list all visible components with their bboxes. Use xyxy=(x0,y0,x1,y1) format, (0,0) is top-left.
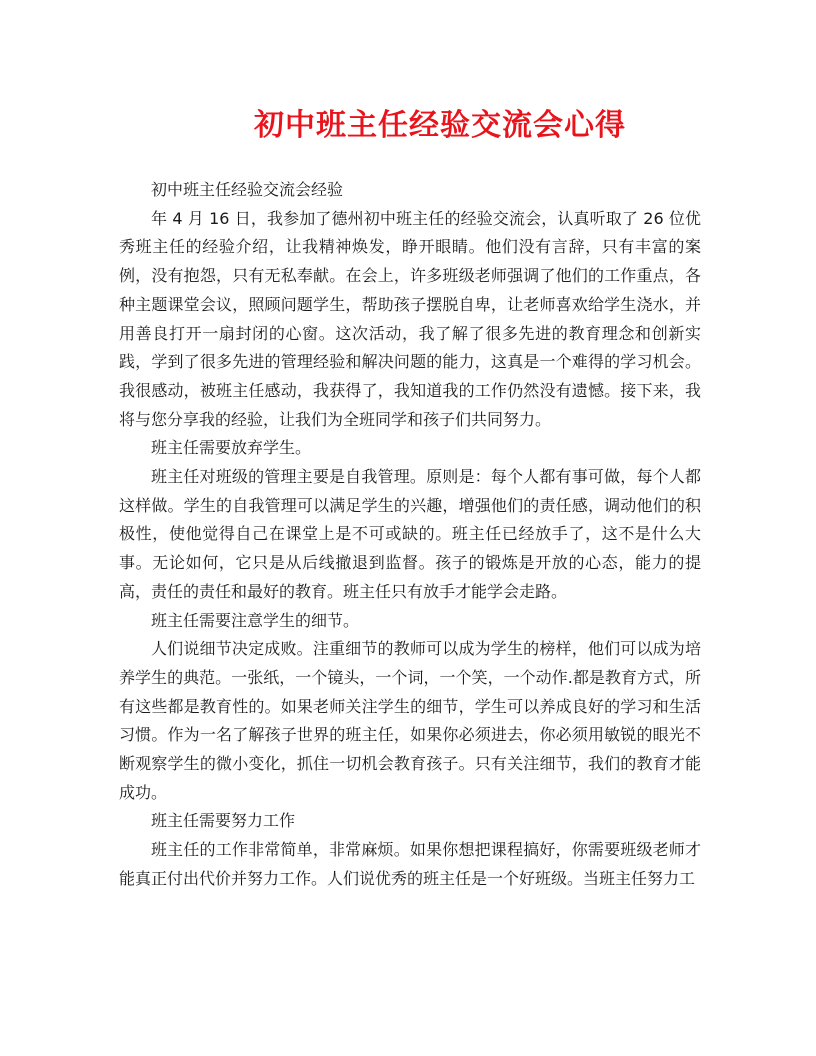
section-heading-details: 班主任需要注意学生的细节。 xyxy=(151,610,360,630)
document-title: 初中班主任经验交流会心得 xyxy=(254,108,626,143)
paragraph-subtitle: 初中班主任经验交流会经验 xyxy=(151,180,344,199)
paragraph-let-go: 班主任对班级的管理主要是自我管理。原则是：每个人都有事可做，每个人都这样做。学生的自我管理可以满足学生的兴趣，增强他们的责任感，调动他们的积极性，使他觉得自己在课堂上是不可或缺的。班主任已经放手了，这不是什么大事。无论如何，它只是从后线撤退到监督。孩子的锻炼是开放的心态，能力的提高，责任的责任和最好的教育。班主任只有放手才能学会走路。 xyxy=(119,467,701,601)
paragraph-hard-work: 班主任的工作非常简单，非常麻烦。如果你想把课程搞好，你需要班级老师才能真正付出代价并努力工作。人们说优秀的班主任是一个好班级。当班主任努力工 xyxy=(119,840,701,888)
paragraph-details: 人们说细节决定成败。注重细节的教师可以成为学生的榜样，他们可以成为培养学生的典范。一张纸，一个镜头，一个词，一个笑，一个动作.都是教育方式，所有这些都是教育性的。如果老师关注学生的细节，学生可以养成良好的学习和生活习惯。作为一名了解孩子世界的班主任，如果你必须进去，你必须用敏锐的眼光不断观察学生的微小变化，抓住一切机会教育孩子。只有关注细节，我们的教育才能成功。 xyxy=(119,639,701,802)
document-body xyxy=(119,176,701,894)
section-heading-hard-work: 班主任需要努力工作 xyxy=(151,811,296,831)
paragraph-intro: 年 4 月 16 日，我参加了德州初中班主任的经验交流会，认真听取了 26 位优秀班主任的经验介绍，让我精神焕发，睁开眼睛。他们没有言辞，只有丰富的案例，没有抱怨，只有无私奉献。在会上，许多班级老师强调了他们的工作重点，各种主题课堂会议，照顾问题学生，帮助孩子摆脱自卑，让老师喜欢给学生浇水，并用善良打开一扇封闭的心窗。这次活动，我了解了很多先进的教育理念和创新实践，学到了很多先进的管理经验和解决问题的能力，这真是一个难得的学习机会。我很感动，被班主任感动，我获得了，我知道我的工作仍然没有遗憾。接下来，我将与您分享我的经验，让我们为全班同学和孩子们共同努力。 xyxy=(119,208,701,429)
section-heading-let-go: 班主任需要放弃学生。 xyxy=(151,438,312,458)
